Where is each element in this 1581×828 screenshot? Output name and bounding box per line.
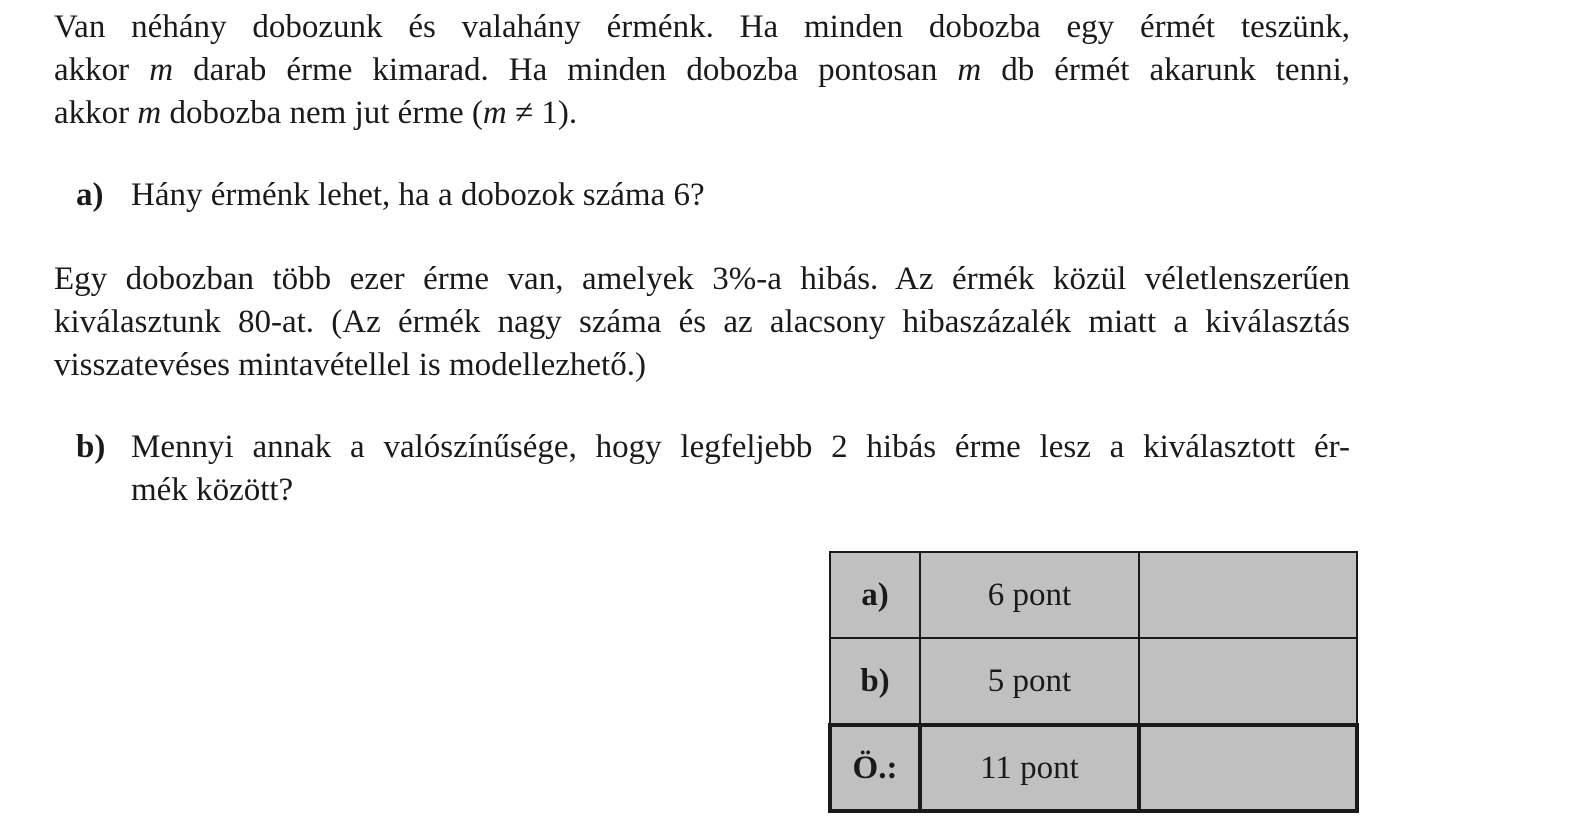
score-earned-cell [1139, 552, 1357, 638]
context-b-line-2: kiválasztunk 80-at. (Az érmék nagy száma és az alacsony hibaszázalék miatt a kiválasztás [54, 304, 1350, 340]
score-total-earned-cell [1139, 725, 1357, 811]
context-b-paragraph [54, 258, 1350, 387]
score-part-label: b) [830, 638, 920, 725]
task-a-question: Hány érménk lehet, ha a dobozok száma 6? [131, 177, 705, 213]
score-row-total [830, 725, 1357, 811]
task-b-question-line-1: Mennyi annak a valószínűsége, hogy legfeljebb 2 hibás érme lesz a kiválasztott ér- [131, 429, 1350, 465]
variable-m: m [482, 95, 507, 131]
score-max-points: 6 pont [920, 552, 1139, 638]
task-b-question-line-2: mék között? [131, 472, 294, 508]
score-part-label: a) [830, 552, 920, 638]
intro-line-3: akkor m dobozba nem jut érme (m ≠ 1). [54, 95, 578, 131]
score-total-label: Ö.: [830, 725, 920, 811]
task-b [76, 426, 1350, 512]
score-earned-cell [1139, 638, 1357, 725]
score-table [828, 551, 1359, 813]
task-a [76, 174, 1350, 217]
variable-m: m [957, 52, 982, 88]
score-row-a [830, 552, 1357, 638]
intro-line-2: akkor m darab érme kimarad. Ha minden dobozba pontosan m db érmét akarunk tenni, [54, 52, 1350, 88]
intro-paragraph [54, 6, 1350, 135]
variable-m: m [149, 52, 174, 88]
task-b-label: b) [76, 429, 106, 465]
score-max-points: 5 pont [920, 638, 1139, 725]
task-a-label: a) [76, 177, 104, 213]
variable-m: m [137, 95, 162, 131]
score-row-b [830, 638, 1357, 725]
context-b-line-1: Egy dobozban több ezer érme van, amelyek 3%-a hibás. Az érmék közül véletlenszerűen [54, 261, 1350, 297]
intro-line-1: Van néhány dobozunk és valahány érménk. Ha minden dobozba egy érmét teszünk, [54, 9, 1350, 45]
score-total-points: 11 pont [920, 725, 1139, 811]
context-b-line-3: visszatevéses mintavétellel is modellezhető.) [54, 347, 646, 383]
